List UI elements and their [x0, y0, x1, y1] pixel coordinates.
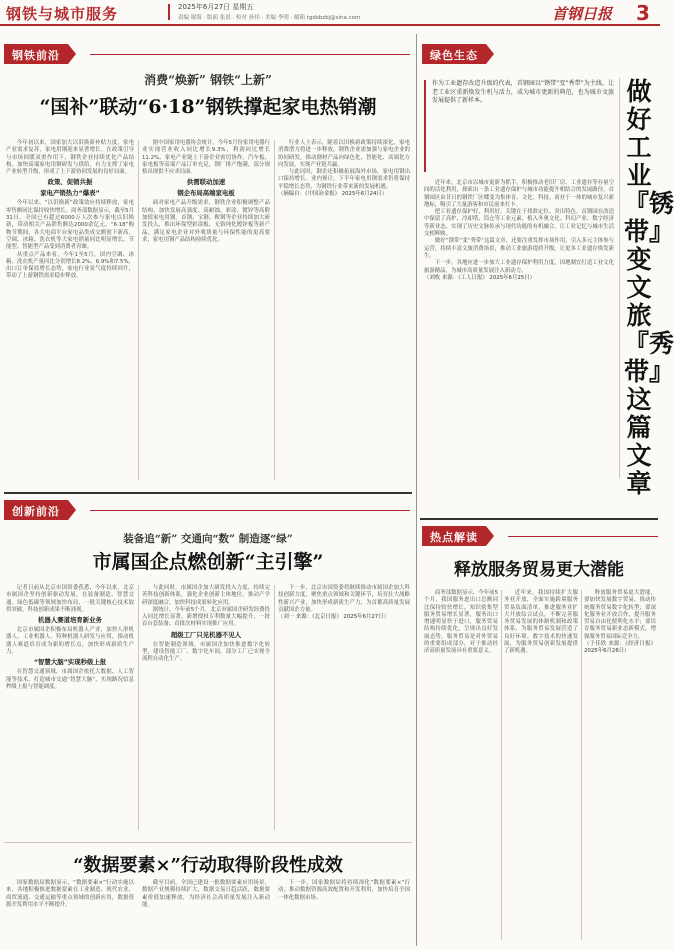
subheading: 供需联动加速: [186, 178, 226, 187]
paragraph: 下一步，各地应进一步加大工业遗存保护利用力度，因地制宜打造工业文化旅游精品，为城市高质量发展注入新动力。: [424, 260, 614, 274]
article5-column-1: [424, 590, 498, 946]
subheading: 机器人赛道培育新业务: [38, 616, 102, 625]
column-divider: [274, 140, 275, 480]
paragraph: 做好“锈带”变“秀带”这篇文章，还要注重发挥市场作用，引入多元主体参与运营，持续丰富文旅消费场景，推动工业旅游提质升级，让更多工业遗存焕发新生。: [424, 238, 614, 259]
paragraph: 下一步，北京市国资委将继续推动市属国企加大科技创新力度，聚焦重点领域和关键环节，培育壮大战略性新兴产业，加快形成新质生产力，为首都高质量发展贡献国企力量。: [278, 585, 410, 613]
section-rule: [90, 54, 410, 55]
paragraph: 截至目前，全国已建设一批数据要素应用场景，数据产业规模持续扩大，数据交易日趋活跃，数据要素价值加速释放，为经济社会高质量发展注入新动能。: [142, 880, 270, 908]
paragraph: 行业人士表示，随着以旧换新政策持续深化，家电消费潜力将进一步释放，钢铁企业需加强与家电企业的协同研发，推动钢材产品向绿色化、智能化、高端化方向发展，实现产业链共赢。: [278, 140, 410, 168]
column-divider: [619, 78, 620, 478]
newspaper-logo: 首钢日报: [552, 5, 613, 23]
column-divider: [501, 590, 502, 940]
column-divider: [581, 590, 582, 940]
paragraph: 今年初以来，国家加大以旧换新补贴力度，家电产业需求复苏，家电用钢迎来显著增长。在政策引导与市场回暖双重作用下，钢铁企业持续优化产品结构，加快高端家电用钢研发与供给，有力支撑了家电产业转型升级，形成了上下游协同发展的良好局面。: [6, 140, 134, 176]
page-number: 3: [636, 1, 650, 25]
paragraph: 北京市属国企积极布局机器人产业，加快人形机器人、工业机器人、特种机器人研发与应用，推动机器人赛道培育成为新的增长点，加快形成新质生产力。: [6, 627, 134, 656]
paragraph: 商务部数据显示，今年前5个月，我国服务进出口总额同比保持较快增长，知识密集型服务贸易增长显著，服务出口增速明显快于进口，服务贸易结构持续优化，呈现出良好发展态势。服务贸易是对外贸易的重要组成部分，对于推动经济高质量发展具有重要意义。: [424, 590, 498, 655]
article4-lead: 作为工业遗存改造升级的代表，首钢园以“锈带”变“秀带”为主线，让老工业区重新焕发生机与活力，成为城市更新的典范，也为城市文旅发展提供了新样本。: [424, 80, 614, 172]
paragraph: 面对家电产品升级需求，钢铁企业积极调整产品结构，加快发展高强度、高耐蚀、彩涂、镀锌等高附加值家电用钢。首钢、宝钢、鞍钢等企业持续加大研发投入，推出环保型彩涂板、无铬钝化镀锌板等新产品，满足家电企业对外观质量与环保性能的更高要求，家电用钢产品结构持续优化。: [142, 200, 270, 243]
paragraph: 从重点产品来看，今年1至5月，国内空调、冰箱、洗衣机产量同比分别增长8.2%、6.9%和7.5%，出口订单保持增长态势，家电行业景气度持续回升，带动了上游钢铁需求稳步释放。: [6, 251, 134, 280]
article1-column-2: [142, 140, 270, 485]
issue-date: 2025年6月27日 星期五: [178, 3, 254, 11]
column-divider: [138, 140, 139, 480]
article-divider: [420, 518, 658, 520]
byline: （刘一 来源：《北京日报》 2025年6月27日）: [278, 614, 389, 621]
article2-column-2: [142, 585, 270, 835]
article1-headline: “国补”联动“6·18”钢铁撑起家电热销潮: [39, 96, 377, 118]
article1-column-3: [278, 140, 410, 485]
byline: （摘编自：《中国冶金报》 2025年6月24日）: [278, 191, 388, 198]
paragraph: 与此同时，钢企还积极拓展海外市场，家电用钢出口保持增长。业内预计，下半年家电用钢需求仍将保持平稳增长态势，为钢铁行业带来新的发展机遇。: [278, 169, 410, 190]
paragraph: 释放服务贸易更大潜能，要加快发展数字贸易，推动传统服务贸易数字化转型；要深化服务业开放合作，提升服务贸易自由化便利化水平；要培育服务贸易新业态新模式，增强服务贸易国际竞争力。: [584, 590, 656, 640]
section-flag-hot-topic: 热点解读: [422, 526, 486, 546]
article5-headline: 释放服务贸易更大潜能: [454, 560, 624, 580]
paragraph: 据中国家用电器协会统计，今年5月份家用电器行业实现营业收入同比增长9.3%，利润同比增长11.2%。家电产业链上下游企业密切协作，汽车板、家电板等高端产品订单充足，钢厂排产饱满，部分规格出现供不应求局面。: [142, 140, 270, 176]
paragraph: 记者日前从北京市国资委获悉，今年以来，北京市属国企坚持创新驱动发展，在装备制造、智慧交通、绿色低碳等领域加快布局，一批关键核心技术取得突破，科技创新成果不断涌现。: [6, 585, 134, 613]
section-flag-innovation: 创新前沿: [4, 500, 68, 520]
paragraph: 在智慧交通领域，市属国企依托大数据、人工智能等技术，打造城市交通“智慧大脑”，实现路况信息秒级上报与智能调度。: [6, 669, 134, 690]
paragraph: 与此同时，市属国企加大研发投入力度，持续完善科技创新体系，强化企业创新主体地位，推动产学研深度融合，加快科技成果转化应用。: [142, 585, 270, 606]
article1-kicker: 消费“焕新” 钢铁“上新”: [144, 73, 272, 87]
article2-column-3: [278, 585, 410, 835]
paragraph: 国家数据局数据显示，“数据要素×”行动实施以来，各地积极推进数据要素在工业制造、现代农业、商贸流通、交通运输等重点领域的创新应用，数据资源开发利用水平不断提升。: [6, 880, 134, 908]
article3-column-2: [142, 880, 270, 946]
article3-column-3: [278, 880, 410, 946]
article3-headline: “数据要素×”行动取得阶段性成效: [73, 855, 343, 876]
article5-column-2: [504, 590, 578, 946]
subheading: 超级工厂只见机器不见人: [170, 630, 242, 639]
masthead: [0, 0, 660, 26]
paragraph: 把工业遗存保护好、利用好，关键在于找准定位、突出特色。首钢园在改造中保留了高炉、冷却塔、筒仓等工业元素，植入冬奥文化、科幻产业、数字经济等新业态，实现了历史文脉传承与现代功能的有机融合，让工业记忆与城市生活交相辉映。: [424, 209, 614, 238]
article2-kicker: 装备追“新” 交通向“数” 制造逐“绿”: [123, 533, 293, 545]
paragraph: 下一步，国家数据局将持续深化“数据要素×”行动，推动数据资源高效配置和开发利用，加快培育全国一体化数据市场。: [278, 880, 410, 901]
article4-vertical-headline: 做好工业『锈带』变文旅『秀带』这篇文章: [624, 77, 674, 498]
column-divider: [274, 585, 275, 830]
section-rule: [90, 510, 410, 511]
article2-headline: 市属国企点燃创新“主引擎”: [92, 551, 324, 573]
subheading: 钢企布局高端家电板: [177, 189, 235, 198]
article2-column-1: [6, 585, 134, 835]
byline: （于佳欣 来源：《经济日报》 2025年6月26日）: [584, 641, 656, 655]
article5-column-3: [584, 590, 656, 946]
article3-column-1: [6, 880, 134, 946]
article-divider: [4, 842, 412, 843]
subheading: 家电产销热力“爆表”: [40, 189, 100, 198]
page-gutter: [416, 34, 417, 946]
editor-credits: 责编 谢海 · 版面 张晨 · 校对 孙伟 · 美编 李明 · 邮箱 tgdsbzbj@sina.com: [178, 15, 361, 21]
article4-body: [424, 180, 614, 502]
paragraph: 据统计，今年前5个月，北京市属国企研发经费投入同比增长显著，新增授权专利数量大幅提升，一批首台套装备、首批次材料实现推广应用。: [142, 606, 270, 628]
section-flag-steel: 钢铁前沿: [4, 44, 68, 64]
paragraph: 近年来，北京市以城市更新为抓手，积极推动老旧厂房、工业遗存等存量空间的活化利用，探索出一条工业遗存保护与城市功能提升相结合的发展路径。首钢园区由昔日的钢铁厂区蝶变为集体育、文化、科技、商业于一体的城市复兴新地标，吸引了大量游客和市民前来打卡。: [424, 180, 614, 208]
section-title: 钢铁与城市服务: [6, 5, 119, 23]
subheading: “智慧大脑”实现秒级上报: [33, 658, 107, 667]
article-divider: [4, 492, 412, 494]
subheading: 政策、促销共振: [47, 178, 93, 187]
byline: （刘枚 来源：《工人日报》 2025年6月25日）: [424, 274, 535, 281]
masthead-divider: [168, 4, 170, 20]
article1-column-1: [6, 140, 134, 485]
section-flag-green: 绿色生态: [422, 44, 486, 64]
paragraph: 在智能制造领域，市属国企加快推进数字化转型，建设智能工厂、数字化车间，部分工厂已实现全流程自动化生产。: [142, 641, 270, 663]
column-divider: [138, 585, 139, 830]
section-rule: [508, 536, 658, 537]
paragraph: 今年以来，“以旧换新”政策效应持续释放，家电零售额同比保持较快增长。商务部数据显示，截至5月31日，全国已有超过6000万人次参与家电以旧换新，带动相关产品销售额达2000余亿元。“6·18”购物节期间，各大电商平台家电品类成交额创下新高，空调、冰箱、洗衣机等大家电销量同比明显增长，节能型、智能型产品受到消费者青睐。: [6, 200, 134, 251]
paragraph: 近年来，我国持续扩大服务业开放，全面实施跨境服务贸易负面清单，推进服务业扩大开放综合试点，不断完善服务贸易发展的体制机制和政策体系，为服务贸易发展营造了良好环境。数字技术的快速发展，为服务贸易创新发展提供了新机遇。: [504, 590, 578, 655]
